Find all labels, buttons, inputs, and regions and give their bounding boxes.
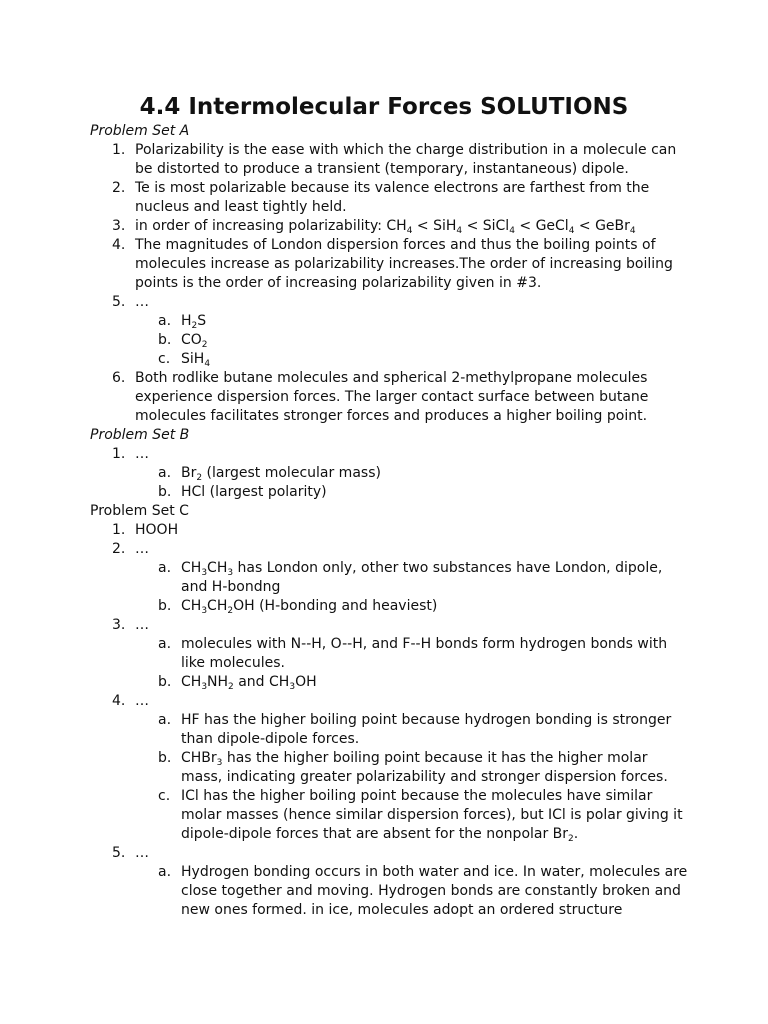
item-number: 1. bbox=[112, 142, 126, 158]
item-number: 6. bbox=[112, 370, 126, 386]
item-number: 4. bbox=[112, 237, 126, 253]
sub-list-item bbox=[90, 863, 690, 920]
list-item bbox=[90, 521, 690, 540]
sub-list bbox=[135, 464, 690, 502]
item-number: 3. bbox=[112, 218, 126, 234]
item-text: The magnitudes of London dispersion forces and thus the boiling points of molecules increase as polarizability increases.The order of increasing boiling points is the order of increasing polarizability given in #3. bbox=[135, 237, 673, 291]
list-item bbox=[90, 236, 690, 293]
sub-list-item bbox=[90, 673, 690, 692]
item-text: HOOH bbox=[135, 522, 179, 538]
problem-set-title: Problem Set B bbox=[90, 427, 190, 443]
item-number: 1. bbox=[112, 522, 126, 538]
item-text: Both rodlike butane molecules and spherical 2-methylpropane molecules experience dispersion forces. The larger contact surface between butane molecules facilitates stronger forces and produces a higher boiling point. bbox=[135, 370, 649, 424]
problem-list bbox=[90, 141, 690, 426]
list-item bbox=[90, 293, 690, 369]
sub-list-item bbox=[90, 787, 690, 844]
item-text: … bbox=[135, 294, 149, 310]
problem-list bbox=[90, 521, 690, 920]
item-number: 5. bbox=[112, 845, 126, 861]
sub-item-text: Hydrogen bonding occurs in both water and ice. In water, molecules are close together and moving. Hydrogen bonds are constantly broken and new ones formed. in ice, molecules adopt an ordered structure bbox=[181, 864, 688, 918]
sub-list-item bbox=[90, 559, 690, 597]
item-text: Polarizability is the ease with which the charge distribution in a molecule can be distorted to produce a transient (temporary, instantaneous) dipole. bbox=[135, 142, 677, 177]
sub-item-letter: a. bbox=[158, 465, 172, 481]
sub-list-item bbox=[90, 483, 690, 502]
item-number: 3. bbox=[112, 617, 126, 633]
sub-list-item bbox=[90, 464, 690, 483]
sub-list bbox=[135, 711, 690, 844]
sub-item-text: molecules with N--H, O--H, and F--H bonds form hydrogen bonds with like molecules. bbox=[181, 636, 668, 671]
sub-list bbox=[135, 635, 690, 692]
sub-item-text: CHBr$_3$ has the higher boiling point because it has the higher molar mass, indicating greater polarizability and stronger dispersion forces. bbox=[181, 750, 668, 785]
sub-item-text: ICl has the higher boiling point because the molecules have similar molar masses (hence similar dispersion forces), but ICl is polar giving it dipole-dipole forces that are absent for the nonpolar $Br_2$. bbox=[181, 788, 683, 844]
sub-list bbox=[135, 559, 690, 616]
sub-item-letter: b. bbox=[158, 750, 172, 766]
sub-item-letter: c. bbox=[158, 351, 171, 367]
list-item bbox=[90, 844, 690, 920]
sub-item-letter: b. bbox=[158, 674, 172, 690]
problem-list bbox=[90, 445, 690, 502]
list-item bbox=[90, 616, 690, 692]
sub-item-letter: b. bbox=[158, 332, 172, 348]
item-text: … bbox=[135, 617, 149, 633]
item-number: 1. bbox=[112, 446, 126, 462]
problem-set-title: Problem Set C bbox=[90, 503, 189, 519]
sub-item-text: $CO_2$ bbox=[181, 332, 208, 350]
sub-item-letter: a. bbox=[158, 864, 172, 880]
list-item bbox=[90, 692, 690, 844]
item-text: … bbox=[135, 693, 149, 709]
list-item bbox=[90, 217, 690, 236]
item-text: … bbox=[135, 541, 149, 557]
item-text: … bbox=[135, 446, 149, 462]
sub-list-item bbox=[90, 749, 690, 787]
sub-item-text: $CH_3CH_3$ has London only, other two substances have London, dipole, and H-bondng bbox=[181, 560, 663, 595]
sub-item-letter: b. bbox=[158, 484, 172, 500]
item-text: Te is most polarizable because its valence electrons are farthest from the nucleus and least tightly held. bbox=[135, 180, 650, 215]
sub-list-item bbox=[90, 711, 690, 749]
sub-item-letter: a. bbox=[158, 712, 172, 728]
item-number: 2. bbox=[112, 541, 126, 557]
sub-item-text: $CH_3CH_2OH$ (H-bonding and heaviest) bbox=[181, 598, 438, 616]
sub-list-item bbox=[90, 331, 690, 350]
list-item bbox=[90, 445, 690, 502]
problem-set-title: Problem Set A bbox=[90, 123, 190, 139]
list-item bbox=[90, 179, 690, 217]
sub-item-letter: a. bbox=[158, 560, 172, 576]
sub-item-text: $CH_3NH_2$ and $CH_3OH$ bbox=[181, 674, 317, 692]
sub-list bbox=[135, 863, 690, 920]
page-title: 4.4 Intermolecular Forces SOLUTIONS bbox=[139, 94, 629, 120]
solutions-body bbox=[90, 122, 690, 920]
sub-list-item bbox=[90, 350, 690, 369]
sub-item-text: $H_2S$ bbox=[181, 313, 207, 331]
sub-item-text: $Br_2$ (largest molecular mass) bbox=[181, 465, 381, 483]
sub-item-text: SiH$_4$ bbox=[181, 351, 211, 369]
sub-item-letter: a. bbox=[158, 313, 172, 329]
sub-item-text: HF has the higher boiling point because hydrogen bonding is stronger than dipole-dipole forces. bbox=[181, 712, 672, 747]
sub-list-item bbox=[90, 635, 690, 673]
list-item bbox=[90, 369, 690, 426]
sub-list-item bbox=[90, 597, 690, 616]
sub-item-letter: b. bbox=[158, 598, 172, 614]
sub-item-text: HCl (largest polarity) bbox=[181, 484, 327, 500]
item-number: 2. bbox=[112, 180, 126, 196]
item-text: in order of increasing polarizability: $CH_4 < SiH_4$ < SiCl$_4$ < GeCl$_4$ < GeBr$_4$ bbox=[135, 218, 636, 236]
item-number: 5. bbox=[112, 294, 126, 310]
sub-list-item bbox=[90, 312, 690, 331]
item-number: 4. bbox=[112, 693, 126, 709]
list-item bbox=[90, 540, 690, 616]
list-item bbox=[90, 141, 690, 179]
sub-item-letter: a. bbox=[158, 636, 172, 652]
item-text: … bbox=[135, 845, 149, 861]
sub-list bbox=[135, 312, 690, 369]
sub-item-letter: c. bbox=[158, 788, 171, 804]
